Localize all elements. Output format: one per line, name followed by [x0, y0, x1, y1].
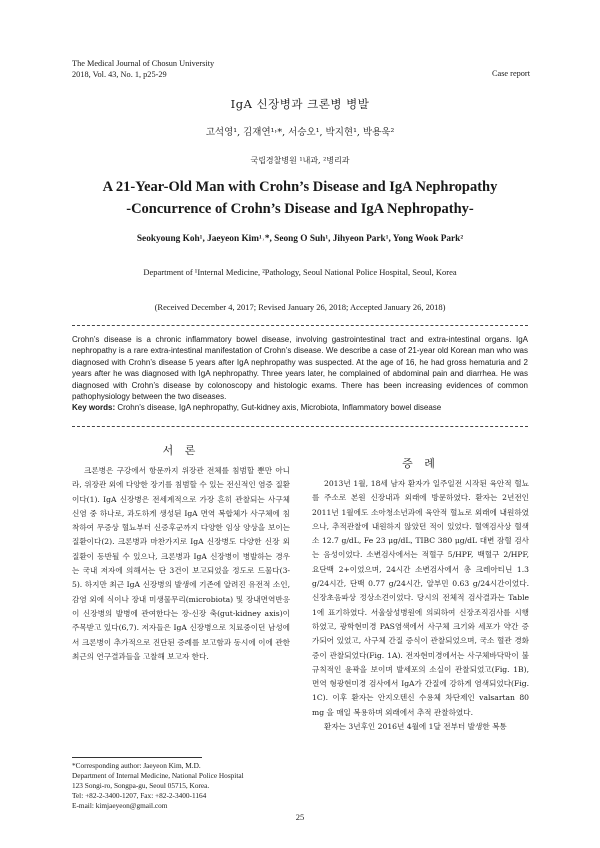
- case-text-continued: 환자는 3년후인 2016년 4월에 1달 전부터 발생한 복통: [324, 722, 507, 732]
- abstract-bottom-divider: [72, 426, 528, 427]
- journal-name: The Medical Journal of Chosun University: [72, 59, 215, 68]
- footnote-rule: [72, 757, 202, 758]
- page-number: 25: [295, 812, 305, 822]
- english-authors: Seokyoung Koh¹, Jaeyeon Kim¹˒*, Seong O Suh¹, Jihyeon Park¹, Yong Wook Park²: [136, 234, 464, 244]
- abstract-text: Crohn’s disease is a chronic inflammatory bowel disease, involving gastrointestinal tract and extra-intestinal organs. IgA nephropathy is a rare extra-intestinal manifestation of Crohn’s disease. We describe a case of 21-year old Korean man who was diagnosed with Crohn’s disease 5 years after IgA nephropathy was suspected. At the age of 16, he had gross hematuria and 2 years after he was diagnosed with IgA nephropathy. Three years later, he complained of abdominal pain and diarrhea. He was diagnosed with Crohn’s disease by colonoscopy and histologic exams. There has been increasing evidences of common pathophysiology between the two diseases.: [72, 335, 528, 402]
- footnote-line-2: Department of Internal Medicine, National Police Hospital: [72, 771, 244, 780]
- abstract: [72, 334, 528, 414]
- english-title-line2: -Concurrence of Crohn’s Disease and IgA Nephropathy-: [126, 201, 474, 217]
- intro-section: [72, 442, 290, 664]
- footnote-line-1: *Corresponding author: Jaeyeon Kim, M.D.: [72, 761, 201, 770]
- intro-text: 크론병은 구강에서 항문까지 위장관 전체를 침범할 뿐만 아니라, 위장관 외에 다양한 장기를 침범할 수 있는 전신적인 염증 질환이다(1). IgA 신장병은 전세계적으로 가장 흔히 관찰되는 사구체 신염 중 하나로, 과도하게 생성된 IgA 면역 복합체가 사구체에 침착하여 무증상 혈뇨부터 신증후군까지 다양한 임상 양상을 보이는 질환이다(2). 크론병과 마찬가지로 IgA 신장병도 다양한 신장 외 질환이 동반될 수 있으나, 크론병과 IgA 신장병이 병발하는 경우는 국내 저자에 의해서는 단 3건이 보고되었을 정도로 드물다(3-5). 하지만 최근 IgA 신장병의 발생에 기존에 알려진 유전적 소인, 감염 외에 식이나 장내 미생물무리(microbiota) 및 장내면역반응이 신장병의 발병에 관여한다는 장-신장 축(gut-kidney axis)이 주목받고 있다(6,7). 저자들은 IgA 신장병으로 치료중이던 남성에서 크론병이 추가적으로 진단된 증례를 보고함과 동시에 이에 관한 최근의 연구결과들을 고찰해 보고자 한다.: [72, 466, 290, 661]
- korean-authors: 고석영¹, 김재연¹˒*, 서승오¹, 박지현¹, 박용욱²: [205, 127, 395, 138]
- english-title: [0, 176, 600, 220]
- intro-heading: 서 론: [162, 444, 200, 457]
- journal-volume: 2018, Vol. 43, No. 1, p25-29: [72, 70, 167, 79]
- keywords-label: Key words:: [72, 403, 116, 413]
- footnote-line-3: 123 Songi-ro, Songpa-gu, Seoul 05715, Korea.: [72, 781, 210, 790]
- abstract-top-divider: [72, 325, 528, 326]
- korean-affiliation: 국립경찰병원 ¹내과, ²병리과: [250, 156, 350, 165]
- case-text: 2013년 1월, 18세 남자 환자가 일주일전 시작된 육안적 혈뇨를 주소로 본원 신장내과 외래에 방문하였다. 환자는 2년전인 2011년 1월에도 소아청소년과에 육안적 혈뇨로 외래에 내원하였으나, 추적관찰에 내원하지 않았던 적이 있었다. 혈액검사상 혈색소 12.7 g/dL, Fe 23 μg/dL, TIBC 380 μg/dL 대변 잠혈 검사는 음성이었다. 소변검사에서는 적혈구 5/HPF, 백혈구 2/HPF, 요단백 2+이었으며, 24시간 소변검사에서 총 크레아티닌 1.3 g/24시간, 단백 0.77 g/24시간, 알부민 0.63 g/24시간이었다. 신장초음파상 정상소견이었다. 당시의 전체적 검사결과는 Table 1에 표기하였다. 서울삼성병원에 의뢰하여 신장조직검사를 시행하였고, 광학현미경 PAS염색에서 사구체 크기와 세포가 약간 증가되어 있었고, 사구체 간질 증식이 관찰되었으며, 국소 혈관 경화증이 관찰되었다(Fig. 1A). 전자현미경에서는 사구체바닥막이 불규칙적인 윤곽을 보이며 발세포의 소실이 관찰되었고(Fig. 1B), 면역 형광현미경 검사에서 IgA가 간질에 강하게 염색되었다(Fig. 1C). 이후 환자는 안지오텐신 수용체 차단제인 valsartan 80 mg 을 매일 복용하며 외래에서 추적 관찰하였다.: [312, 479, 529, 717]
- english-title-line1: A 21-Year-Old Man with Crohn’s Disease and IgA Nephropathy: [102, 179, 498, 195]
- english-affiliation: Department of ¹Internal Medicine, ²Pathology, Seoul National Police Hospital, Seoul, Korea: [143, 267, 457, 277]
- keywords: Crohn’s disease, IgA nephropathy, Gut-kidney axis, Microbiota, Inflammatory bowel disease: [117, 403, 442, 413]
- corresponding-author-footnote: [72, 761, 290, 811]
- footnote-line-5: E-mail: kimjaeyeon@gmail.com: [72, 801, 168, 810]
- received-dates: (Received December 4, 2017; Revised January 26, 2018; Accepted January 26, 2018): [154, 302, 446, 312]
- case-heading: 증 례: [402, 457, 439, 470]
- case-section: [312, 455, 529, 734]
- journal-info: [72, 58, 214, 80]
- footnote-line-4: Tel: +82-2-3400-1207, Fax: +82-2-3400-1164: [72, 791, 207, 800]
- korean-title: IgA 신장병과 크론병 병발: [230, 97, 370, 111]
- article-type: Case report: [491, 69, 530, 78]
